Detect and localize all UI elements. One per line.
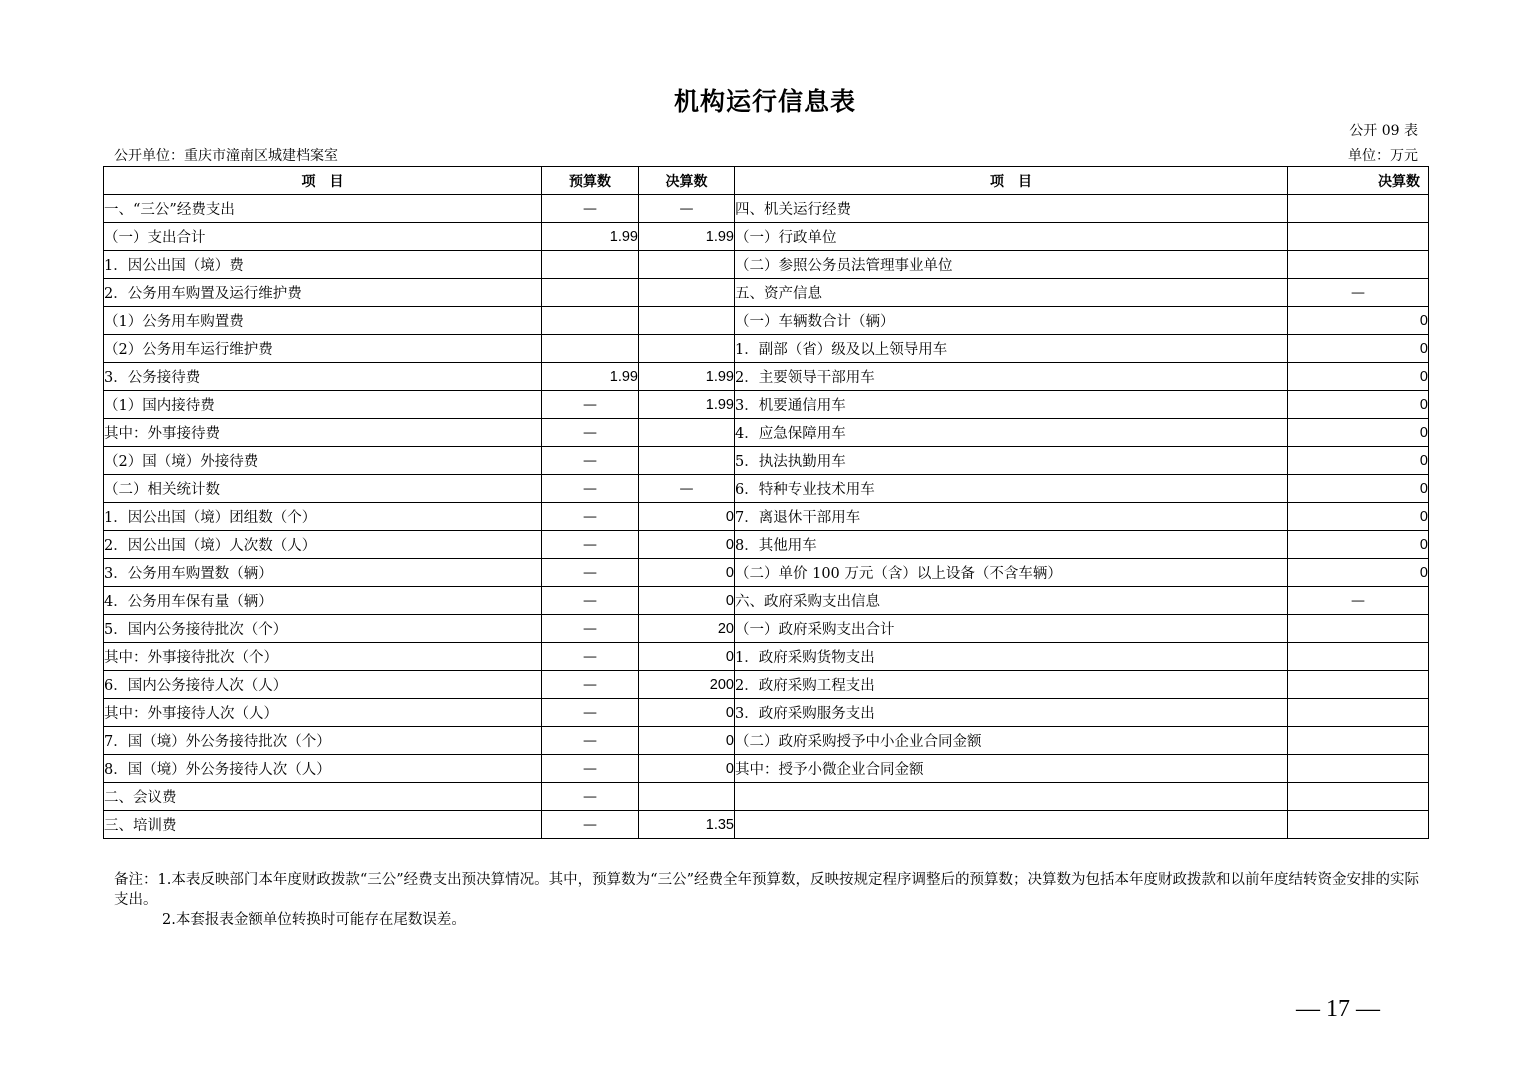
item-right-cell: 4．应急保障用车 [735, 419, 1288, 447]
budget-cell: 1.99 [542, 363, 639, 391]
table-header-row [104, 167, 1429, 195]
form-number: 公开 09 表 [1349, 123, 1418, 139]
final-right-cell [1288, 671, 1429, 699]
budget-cell: — [542, 615, 639, 643]
final-right-cell [1288, 727, 1429, 755]
final-cell: 0 [639, 531, 735, 559]
item-right-cell: 2．政府采购工程支出 [735, 671, 1288, 699]
budget-cell: — [542, 783, 639, 811]
item-right-cell: （一）车辆数合计（辆） [735, 307, 1288, 335]
final-cell [639, 447, 735, 475]
item-left-cell: 1．因公出国（境）团组数（个） [104, 503, 542, 531]
final-cell [639, 335, 735, 363]
final-cell: 0 [639, 699, 735, 727]
final-right-cell: 0 [1288, 503, 1429, 531]
final-cell: 1.99 [639, 391, 735, 419]
item-right-cell: 5．执法执勤用车 [735, 447, 1288, 475]
item-left-cell: 6．国内公务接待人次（人） [104, 671, 542, 699]
item-right-cell: 四、机关运行经费 [735, 195, 1288, 223]
item-right-cell: 3．政府采购服务支出 [735, 699, 1288, 727]
budget-cell: — [542, 643, 639, 671]
final-right-cell: 0 [1288, 447, 1429, 475]
item-right-cell: 1．副部（省）级及以上领导用车 [735, 335, 1288, 363]
final-right-cell [1288, 223, 1429, 251]
institution-operation-table [103, 166, 1429, 839]
final-right-cell: 0 [1288, 559, 1429, 587]
table-row [104, 307, 1429, 335]
item-right-cell: 2．主要领导干部用车 [735, 363, 1288, 391]
header-item-right: 项 目 [735, 167, 1288, 195]
table-row [104, 755, 1429, 783]
table-row [104, 279, 1429, 307]
table-row [104, 643, 1429, 671]
item-left-cell: 其中：外事接待人次（人） [104, 699, 542, 727]
item-right-cell: 五、资产信息 [735, 279, 1288, 307]
final-cell: 0 [639, 755, 735, 783]
final-cell [639, 307, 735, 335]
budget-cell: — [542, 811, 639, 839]
budget-cell: — [542, 727, 639, 755]
notes [114, 870, 1424, 930]
final-right-cell [1288, 755, 1429, 783]
final-right-cell [1288, 251, 1429, 279]
final-right-cell [1288, 811, 1429, 839]
item-right-cell [735, 783, 1288, 811]
table-row [104, 475, 1429, 503]
final-cell: 20 [639, 615, 735, 643]
budget-cell: — [542, 195, 639, 223]
header-final-right: 决算数 [1288, 167, 1429, 195]
table-row [104, 699, 1429, 727]
table-row [104, 587, 1429, 615]
item-left-cell: （一）支出合计 [104, 223, 542, 251]
item-left-cell: 5．国内公务接待批次（个） [104, 615, 542, 643]
budget-cell [542, 335, 639, 363]
table-row [104, 671, 1429, 699]
item-right-cell: （一）政府采购支出合计 [735, 615, 1288, 643]
budget-cell: 1.99 [542, 223, 639, 251]
table-row [104, 363, 1429, 391]
header-budget: 预算数 [542, 167, 639, 195]
item-left-cell: （2）公务用车运行维护费 [104, 335, 542, 363]
table-row [104, 783, 1429, 811]
item-left-cell: 2．因公出国（境）人次数（人） [104, 531, 542, 559]
item-right-cell: 3．机要通信用车 [735, 391, 1288, 419]
final-cell: 200 [639, 671, 735, 699]
table-row [104, 335, 1429, 363]
item-right-cell: （二）单价 100 万元（含）以上设备（不含车辆） [735, 559, 1288, 587]
item-left-cell: 二、会议费 [104, 783, 542, 811]
final-cell: 0 [639, 559, 735, 587]
table-row [104, 391, 1429, 419]
item-right-cell: 7．离退休干部用车 [735, 503, 1288, 531]
final-cell: 1.99 [639, 363, 735, 391]
final-right-cell: 0 [1288, 391, 1429, 419]
item-left-cell: （二）相关统计数 [104, 475, 542, 503]
table-row [104, 615, 1429, 643]
budget-cell [542, 279, 639, 307]
budget-cell: — [542, 559, 639, 587]
item-right-cell [735, 811, 1288, 839]
item-left-cell: （1）公务用车购置费 [104, 307, 542, 335]
item-right-cell: 6．特种专业技术用车 [735, 475, 1288, 503]
final-right-cell: — [1288, 587, 1429, 615]
budget-cell: — [542, 447, 639, 475]
page-title: 机构运行信息表 [673, 87, 856, 116]
item-left-cell: 其中：外事接待费 [104, 419, 542, 447]
final-right-cell: 0 [1288, 307, 1429, 335]
item-right-cell: （一）行政单位 [735, 223, 1288, 251]
final-cell: 0 [639, 727, 735, 755]
budget-cell: — [542, 419, 639, 447]
final-cell: 1.35 [639, 811, 735, 839]
page-number: — 17 — [1296, 996, 1380, 1022]
final-right-cell: 0 [1288, 363, 1429, 391]
final-cell: — [639, 475, 735, 503]
budget-cell [542, 251, 639, 279]
table-row [104, 251, 1429, 279]
budget-cell: — [542, 391, 639, 419]
item-left-cell: 一、“三公”经费支出 [104, 195, 542, 223]
final-cell: 0 [639, 503, 735, 531]
final-cell: 0 [639, 587, 735, 615]
item-right-cell: 1．政府采购货物支出 [735, 643, 1288, 671]
final-right-cell: 0 [1288, 475, 1429, 503]
budget-cell [542, 307, 639, 335]
budget-cell: — [542, 755, 639, 783]
final-right-cell [1288, 195, 1429, 223]
final-right-cell: — [1288, 279, 1429, 307]
item-left-cell: 3．公务接待费 [104, 363, 542, 391]
table-row [104, 503, 1429, 531]
note-line-1: 备注：1.本表反映部门本年度财政拨款“三公”经费支出预决算情况。其中，预算数为“三公”经费全年预算数，反映按规定程序调整后的预算数；决算数为包括本年度财政拨款和以前年度结转资金安排的实际支出。 [114, 872, 1419, 908]
item-left-cell: 7．国（境）外公务接待批次（个） [104, 727, 542, 755]
table-row [104, 447, 1429, 475]
item-right-cell: 其中：授予小微企业合同金额 [735, 755, 1288, 783]
final-right-cell [1288, 699, 1429, 727]
budget-cell: — [542, 699, 639, 727]
item-left-cell: 8．国（境）外公务接待人次（人） [104, 755, 542, 783]
final-cell [639, 419, 735, 447]
currency-unit: 单位：万元 [1348, 148, 1418, 164]
table-row [104, 531, 1429, 559]
item-right-cell: 六、政府采购支出信息 [735, 587, 1288, 615]
item-left-cell: 1．因公出国（境）费 [104, 251, 542, 279]
final-right-cell: 0 [1288, 335, 1429, 363]
item-left-cell: 其中：外事接待批次（个） [104, 643, 542, 671]
table-row [104, 223, 1429, 251]
table-row [104, 559, 1429, 587]
item-right-cell: （二）政府采购授予中小企业合同金额 [735, 727, 1288, 755]
item-right-cell: （二）参照公务员法管理事业单位 [735, 251, 1288, 279]
final-cell: 1.99 [639, 223, 735, 251]
budget-cell: — [542, 531, 639, 559]
final-cell: 0 [639, 643, 735, 671]
table-row [104, 419, 1429, 447]
item-left-cell: 2．公务用车购置及运行维护费 [104, 279, 542, 307]
item-left-cell: （2）国（境）外接待费 [104, 447, 542, 475]
final-right-cell: 0 [1288, 419, 1429, 447]
note-line-2: 2.本套报表金额单位转换时可能存在尾数误差。 [162, 912, 466, 928]
final-cell [639, 251, 735, 279]
item-right-cell: 8．其他用车 [735, 531, 1288, 559]
final-cell [639, 783, 735, 811]
final-cell [639, 279, 735, 307]
budget-cell: — [542, 475, 639, 503]
item-left-cell: （1）国内接待费 [104, 391, 542, 419]
item-left-cell: 三、培训费 [104, 811, 542, 839]
final-cell: — [639, 195, 735, 223]
final-right-cell: 0 [1288, 531, 1429, 559]
header-final: 决算数 [639, 167, 735, 195]
final-right-cell [1288, 643, 1429, 671]
final-right-cell [1288, 783, 1429, 811]
header-item-left: 项 目 [104, 167, 542, 195]
budget-cell: — [542, 671, 639, 699]
item-left-cell: 4．公务用车保有量（辆） [104, 587, 542, 615]
table-row [104, 727, 1429, 755]
table-row [104, 811, 1429, 839]
table-row [104, 195, 1429, 223]
final-right-cell [1288, 615, 1429, 643]
item-left-cell: 3．公务用车购置数（辆） [104, 559, 542, 587]
budget-cell: — [542, 587, 639, 615]
budget-cell: — [542, 503, 639, 531]
reporting-unit: 公开单位：重庆市潼南区城建档案室 [114, 148, 338, 164]
